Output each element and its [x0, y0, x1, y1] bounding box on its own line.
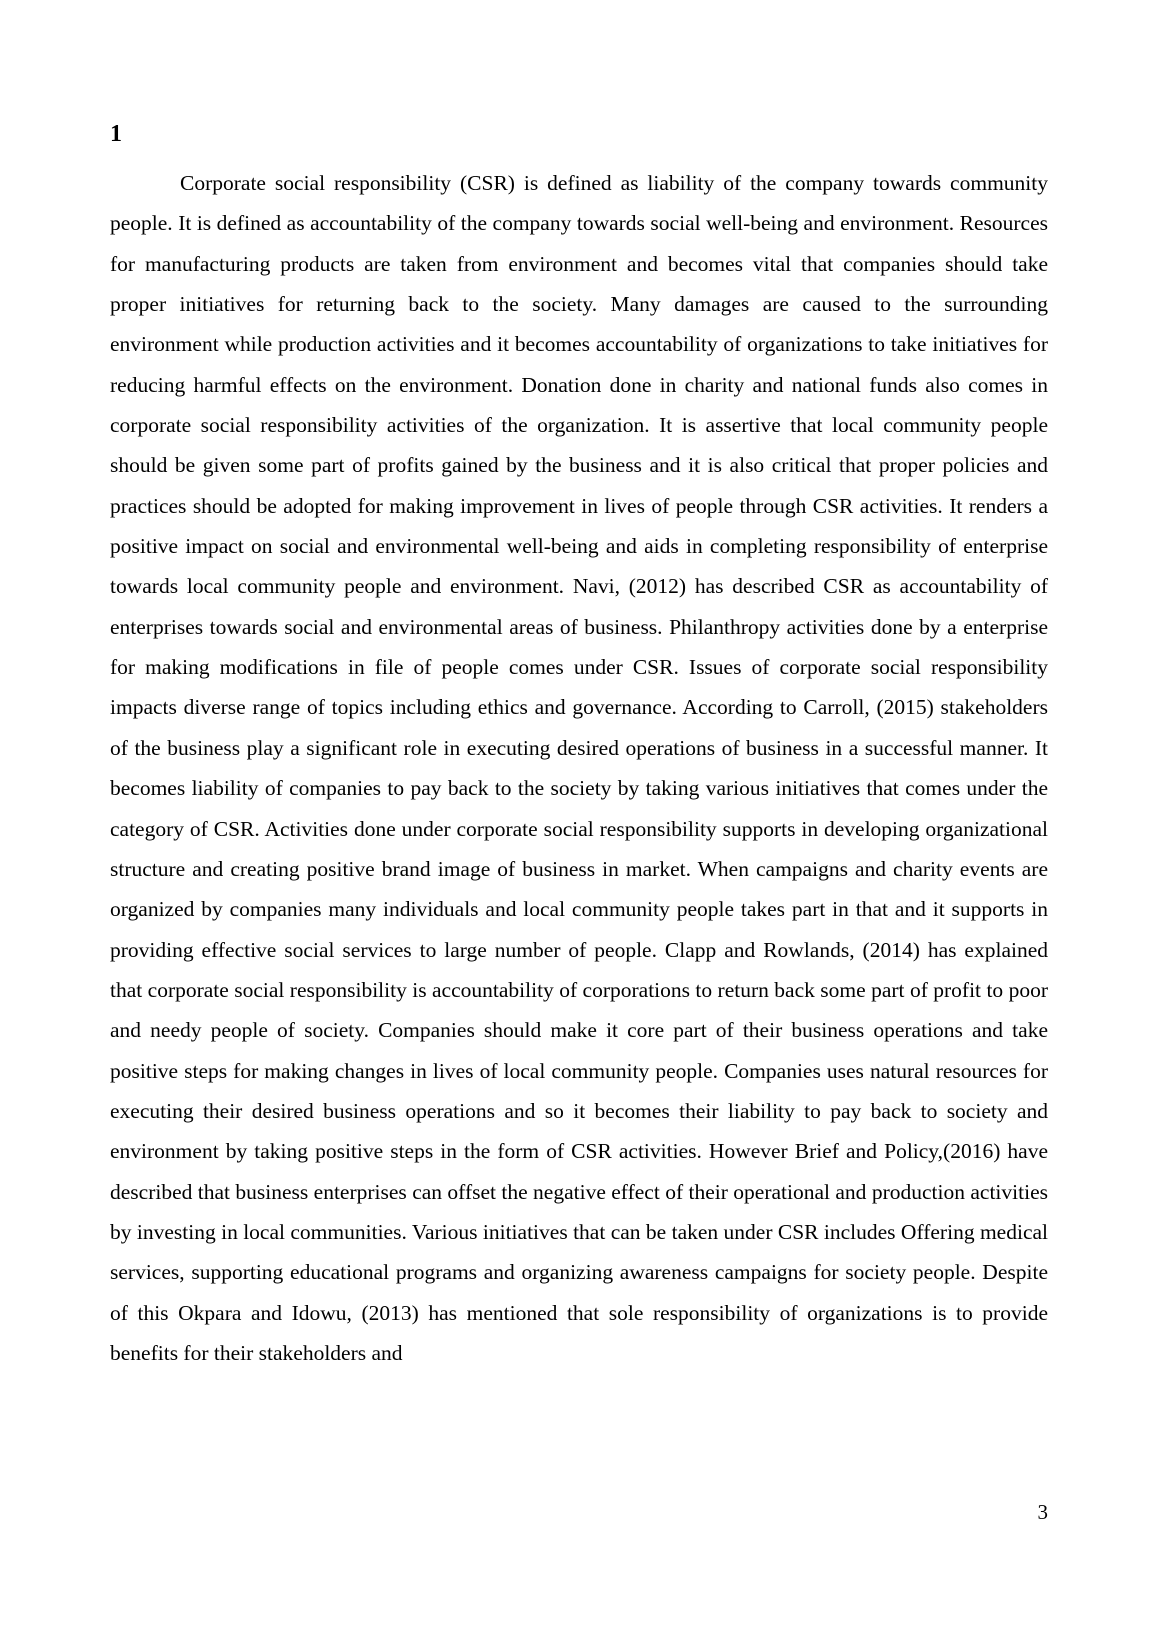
section-number-heading: 1 — [110, 121, 122, 147]
body-paragraph: Corporate social responsibility (CSR) is defined as liability of the company towards community people. It is defined as accountability of the company towards social well-being and environment. Resources for manufacturing products are taken from environment and becomes vital that companies should take proper initiatives for returning back to the society. Many damages are caused to the surrounding environment while production activities and it becomes accountability of organizations to take initiatives for reducing harmful effects on the environment. Donation done in charity and national funds also comes in corporate social responsibility activities of the organization. It is assertive that local community people should be given some part of profits gained by the business and it is also critical that proper policies and practices should be adopted for making improvement in lives of people through CSR activities. It renders a positive impact on social and environmental well-being and aids in completing responsibility of enterprise towards local community people and environment. Navi, (2012) has described CSR as accountability of enterprises towards social and environmental areas of business. Philanthropy activities done by a enterprise for making modifications in file of people comes under CSR. Issues of corporate social responsibility impacts diverse range of topics including ethics and governance. According to Carroll, (2015) stakeholders of the business play a significant role in executing desired operations of business in a successful manner. It becomes liability of companies to pay back to the society by taking various initiatives that comes under the category of CSR. Activities done under corporate social responsibility supports in developing organizational structure and creating positive brand image of business in market. When campaigns and charity events are organized by companies many individuals and local community people takes part in that and it supports in providing effective social services to large number of people. Clapp and Rowlands, (2014) has explained that corporate social responsibility is accountability of corporations to return back some part of profit to poor and needy people of society. Companies should make it core part of their business operations and take positive steps for making changes in lives of local community people. Companies uses natural resources for executing their desired business operations and so it becomes their liability to pay back to society and environment by taking positive steps in the form of CSR activities. However Brief and Policy,(2016) have described that business enterprises can offset the negative effect of their operational and production activities by investing in local communities. Various initiatives that can be taken under CSR includes Offering medical services, supporting educational programs and organizing awareness campaigns for society people. Despite of this Okpara and Idowu, (2013) has mentioned that sole responsibility of organizations is to provide benefits for their stakeholders and — [110, 171, 1048, 1365]
page-number: 3 — [1037, 1500, 1048, 1524]
